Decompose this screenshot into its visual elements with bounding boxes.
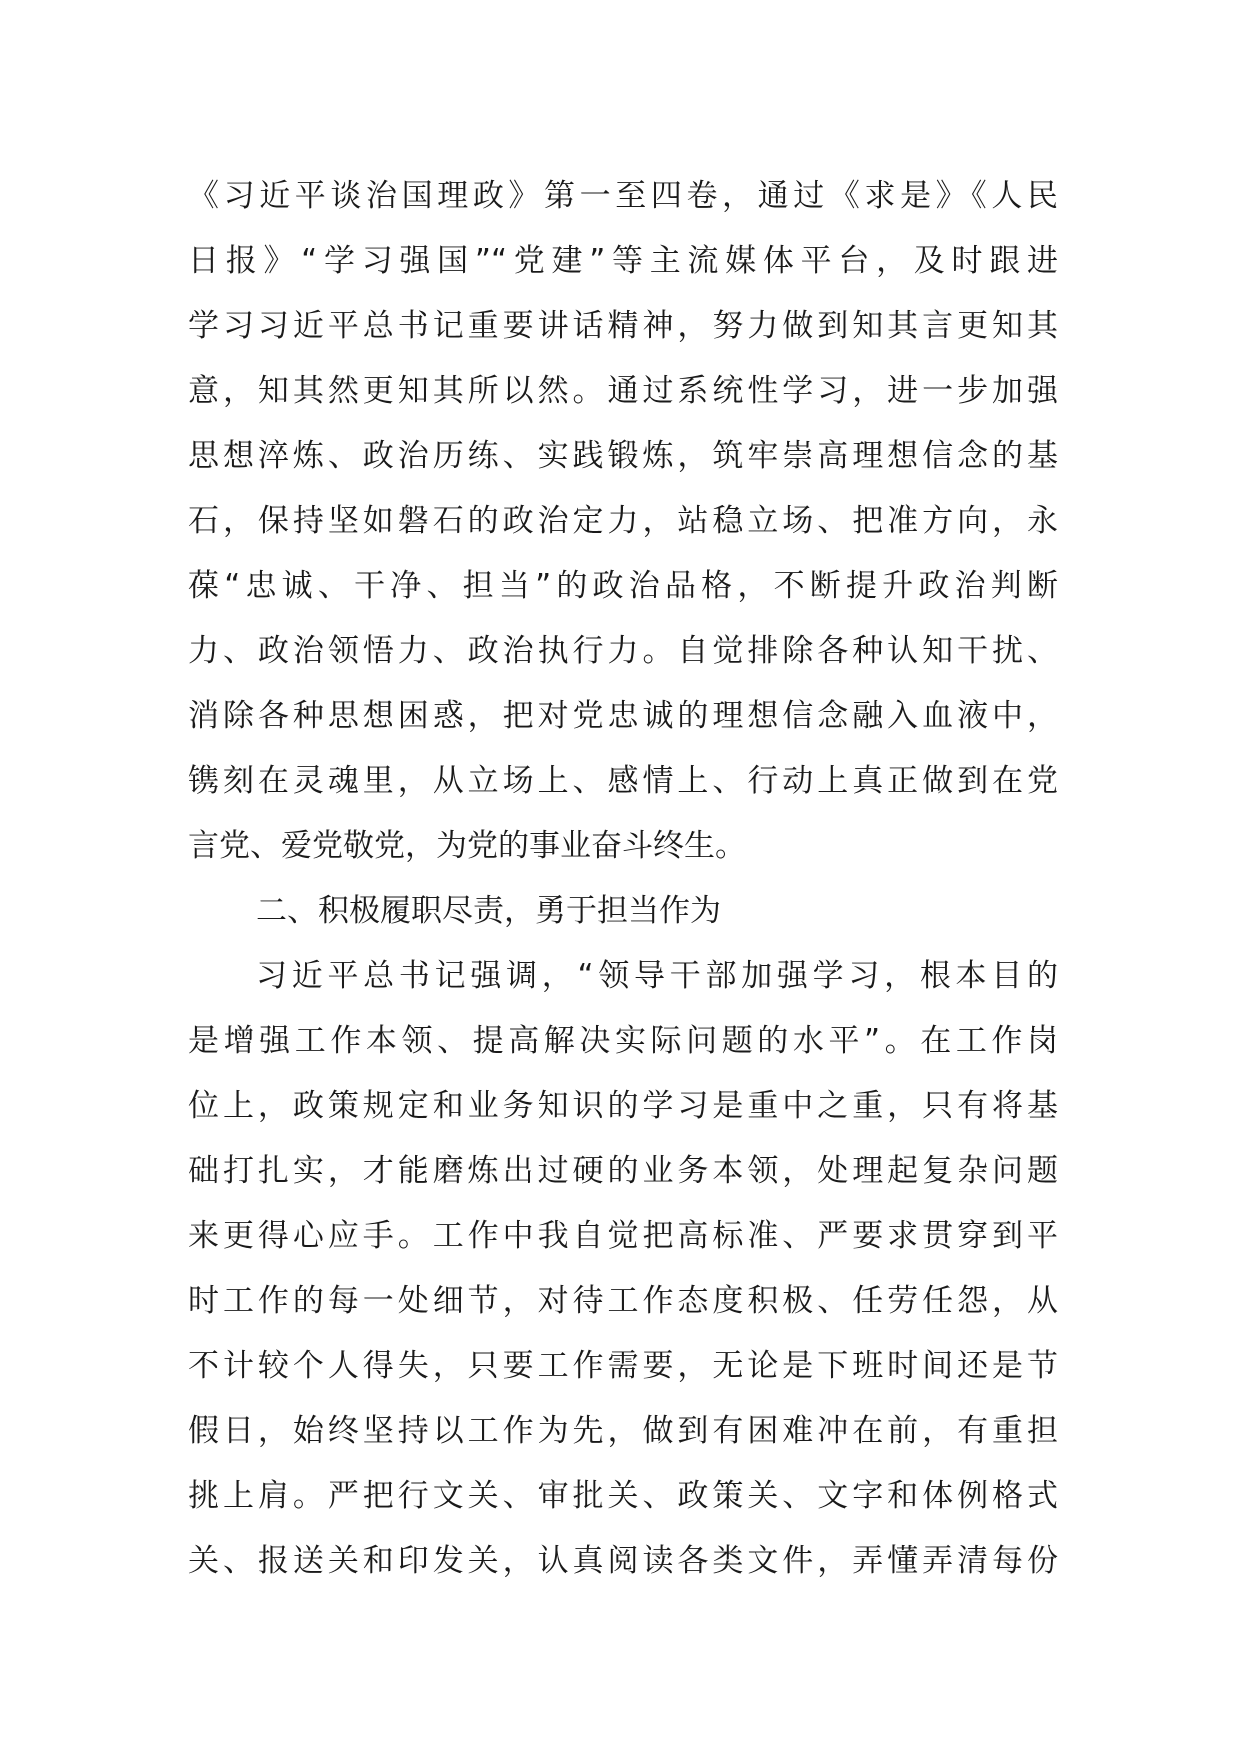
text-line: 础打扎实，才能磨炼出过硬的业务本领，处理起复杂问题 bbox=[188, 1153, 1058, 1189]
text-line: 是增强工作本领、提高解决实际问题的水平”。在工作岗 bbox=[188, 1023, 1058, 1059]
section-heading: 二、积极履职尽责，勇于担当作为 bbox=[256, 893, 721, 929]
text-line: 不计较个人得失，只要工作需要，无论是下班时间还是节 bbox=[188, 1348, 1058, 1384]
text-line: 日报》“学习强国”“党建”等主流媒体平台，及时跟进 bbox=[188, 243, 1058, 279]
text-line: 思想淬炼、政治历练、实践锻炼，筑牢崇高理想信念的基 bbox=[188, 438, 1058, 474]
text-line: 言党、爱党敬党，为党的事业奋斗终生。 bbox=[188, 828, 746, 864]
text-line: 挑上肩。严把行文关、审批关、政策关、文字和体例格式 bbox=[188, 1478, 1058, 1514]
text-line: 葆“忠诚、干净、担当”的政治品格，不断提升政治判断 bbox=[188, 568, 1058, 604]
text-line: 关、报送关和印发关，认真阅读各类文件，弄懂弄清每份 bbox=[188, 1543, 1058, 1579]
text-line: 学习习近平总书记重要讲话精神，努力做到知其言更知其 bbox=[188, 308, 1058, 344]
text-line: 力、政治领悟力、政治执行力。自觉排除各种认知干扰、 bbox=[188, 633, 1058, 669]
text-line: 石，保持坚如磐石的政治定力，站稳立场、把准方向，永 bbox=[188, 503, 1058, 539]
text-line: 位上，政策规定和业务知识的学习是重中之重，只有将基 bbox=[188, 1088, 1058, 1124]
text-line: 习近平总书记强调，“领导干部加强学习，根本目的 bbox=[256, 958, 1058, 994]
text-line: 来更得心应手。工作中我自觉把高标准、严要求贯穿到平 bbox=[188, 1218, 1058, 1254]
text-line: 《习近平谈治国理政》第一至四卷，通过《求是》《人民 bbox=[188, 178, 1058, 214]
text-line: 时工作的每一处细节，对待工作态度积极、任劳任怨，从 bbox=[188, 1283, 1058, 1319]
document-body bbox=[188, 164, 1058, 1594]
text-line: 假日，始终坚持以工作为先，做到有困难冲在前，有重担 bbox=[188, 1413, 1058, 1449]
text-line: 消除各种思想困惑，把对党忠诚的理想信念融入血液中， bbox=[188, 698, 1058, 734]
text-line: 意，知其然更知其所以然。通过系统性学习，进一步加强 bbox=[188, 373, 1058, 409]
text-line: 镌刻在灵魂里，从立场上、感情上、行动上真正做到在党 bbox=[188, 763, 1058, 799]
